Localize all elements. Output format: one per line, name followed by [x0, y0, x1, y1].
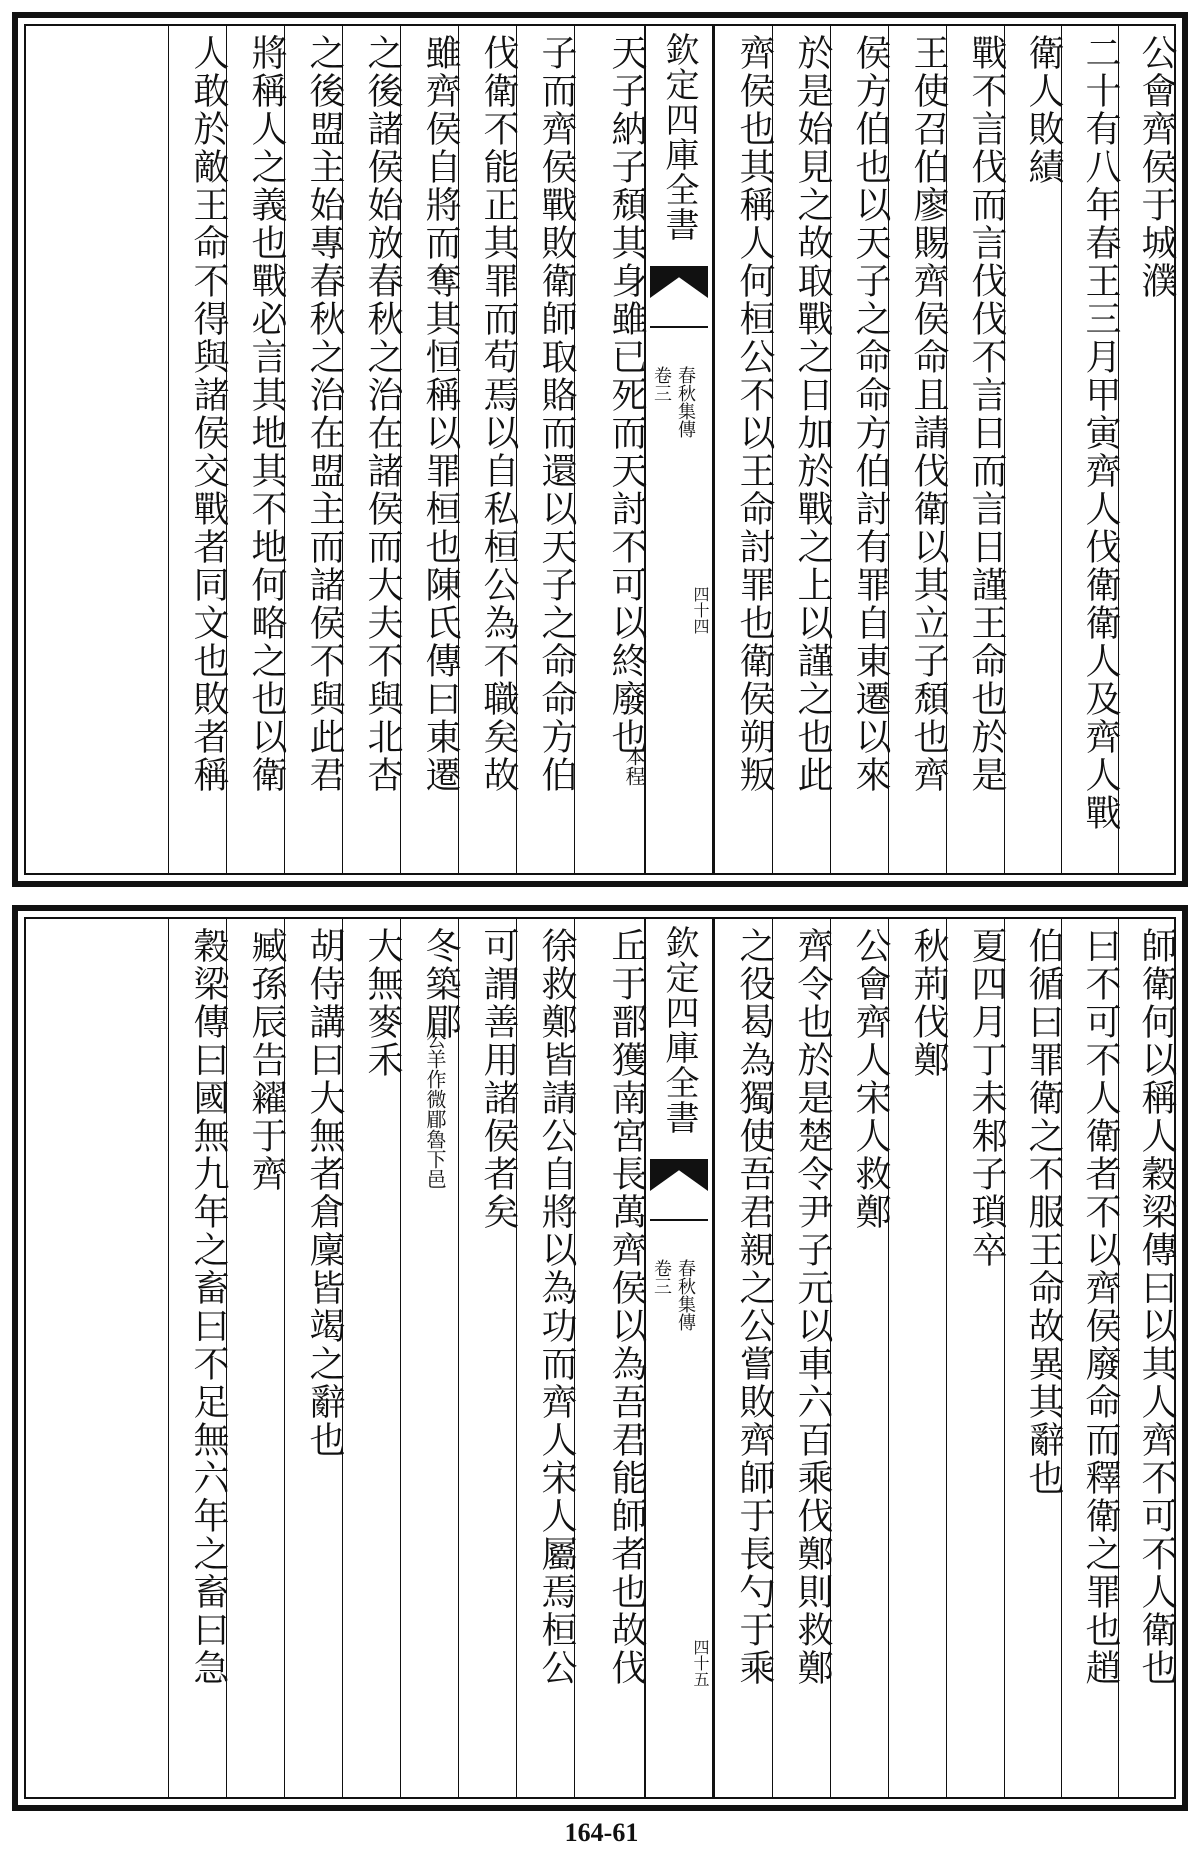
text-column: [574, 26, 647, 873]
column-text: 人敢於敵王命不得與諸侯交戰者同文也敗者稱: [188, 34, 229, 794]
text-column: [284, 919, 345, 1797]
column-text: 於是始見之故取戰之日加於戰之上以謹之也此: [792, 34, 833, 794]
column-text: 秋荊伐鄭: [908, 927, 949, 1079]
text-column: [714, 26, 775, 873]
book-title: 春秋集傳: [675, 366, 696, 438]
folio-number: 四十四: [691, 586, 710, 634]
fold-line: [650, 326, 708, 328]
column-text: 可謂善用諸侯者矣: [478, 927, 519, 1231]
text-column: [830, 919, 891, 1797]
text-column: [772, 919, 833, 1797]
column-text: 丘于鄑獲南宮長萬齊侯以為吾君能師者也故伐: [606, 927, 647, 1687]
fish-tail-mark: [650, 266, 708, 298]
column-text: 冬築郿: [420, 927, 461, 1041]
inline-note: 本程: [622, 746, 646, 786]
text-column: [284, 26, 345, 873]
text-column: [342, 919, 403, 1797]
text-column: [1061, 919, 1121, 1797]
text-column: [946, 919, 1007, 1797]
text-column: [772, 26, 833, 873]
text-column: [888, 26, 949, 873]
volume-label: 卷三: [651, 366, 672, 402]
text-column: [1004, 26, 1064, 873]
text-column: [830, 26, 891, 873]
column-text: 伯循曰罪衛之不服王命故異其辭也: [1023, 927, 1064, 1497]
column-text: 師衛何以稱人穀梁傳曰以其人齊不可不人衛也: [1136, 927, 1177, 1687]
column-text: 衛人敗績: [1023, 34, 1064, 186]
text-column: [168, 26, 229, 873]
column-text: 胡侍講曰大無者倉廩皆竭之辭也: [304, 927, 345, 1459]
fold-line: [650, 1219, 708, 1221]
column-text: 齊侯也其稱人何桓公不以王命討罪也衛侯朔叛: [734, 34, 775, 794]
book-title: 春秋集傳: [675, 1259, 696, 1331]
column-text: 二十有八年春王三月甲寅齊人伐衛衛人及齊人戰: [1080, 34, 1121, 832]
text-column: [946, 26, 1007, 873]
text-column: [574, 919, 647, 1797]
fish-tail-mark: [650, 1159, 708, 1191]
text-column: [226, 26, 287, 873]
text-column: [714, 919, 775, 1797]
bottom-page: [12, 905, 1188, 1811]
column-text: 曰不可不人衛者不以齊侯廢命而釋衛之罪也趙: [1080, 927, 1121, 1687]
bottom-page-frame: [24, 917, 1176, 1799]
column-text: 臧孫辰告糴于齊: [246, 927, 287, 1193]
center-subtitle: [652, 1259, 706, 1409]
center-fold: [644, 26, 714, 873]
folio-number: 四十五: [691, 1639, 710, 1687]
column-text: 之役曷為獨使吾君親之公嘗敗齊師于長勺于乘: [734, 927, 775, 1687]
text-column: [1004, 919, 1064, 1797]
text-column: [888, 919, 949, 1797]
text-column: [342, 26, 403, 873]
column-text: 齊令也於是楚令尹子元以車六百乘伐鄭則救鄭: [792, 927, 833, 1687]
inline-note: 公羊作微郿魯下邑: [423, 1029, 447, 1189]
center-subtitle: [652, 366, 706, 516]
column-text: 雖齊侯自將而奪其恒稱以罪桓也陳氏傳曰東遷: [420, 34, 461, 794]
text-column: [1061, 26, 1121, 873]
column-text: 伐衛不能正其罪而苟焉以自私桓公為不職矣故: [478, 34, 519, 794]
text-column: [1118, 26, 1177, 873]
text-column: [168, 919, 229, 1797]
column-text: 侯方伯也以天子之命命方伯討有罪自東遷以來: [850, 34, 891, 794]
text-column: [226, 919, 287, 1797]
column-text: 王使召伯廖賜齊侯命且請伐衛以其立子頹也齊: [908, 34, 949, 794]
column-text: 大無麥禾: [362, 927, 403, 1079]
column-text: 公會齊人宋人救鄭: [850, 927, 891, 1231]
column-text: 公會齊侯于城濮: [1136, 34, 1177, 300]
text-column: [400, 26, 461, 873]
column-text: 子而齊侯戰敗衛師取賂而還以天子之命命方伯: [536, 34, 577, 794]
text-column: [1118, 919, 1177, 1797]
text-column: [516, 26, 577, 873]
column-text: 徐救鄭皆請公自將以為功而齊人宋人屬焉桓公: [536, 927, 577, 1687]
text-column: [516, 919, 577, 1797]
text-column: [458, 919, 519, 1797]
column-text: 夏四月丁未邾子瑣卒: [966, 927, 1007, 1269]
center-fold: [644, 919, 714, 1797]
center-title: 欽定四庫全書: [659, 925, 699, 1135]
column-text: 之後盟主始專春秋之治在盟主而諸侯不與此君: [304, 34, 345, 794]
top-page-frame: [24, 24, 1176, 875]
text-column: [458, 26, 519, 873]
column-text: 穀梁傳曰國無九年之畜曰不足無六年之畜曰急: [188, 927, 229, 1687]
page-number: 164-61: [564, 1818, 639, 1847]
column-text: 之後諸侯始放春秋之治在諸侯而大夫不與北杏: [362, 34, 403, 794]
text-column: [400, 919, 461, 1797]
column-text: 將稱人之義也戰必言其地其不地何略之也以衛: [246, 34, 287, 794]
volume-label: 卷三: [651, 1259, 672, 1295]
top-page: [12, 12, 1188, 887]
center-title: 欽定四庫全書: [659, 32, 699, 242]
column-text: 天子納子頹其身雖已死而天討不可以終廢也: [606, 34, 647, 756]
column-text: 戰不言伐而言伐伐不言日而言日謹王命也於是: [966, 34, 1007, 794]
